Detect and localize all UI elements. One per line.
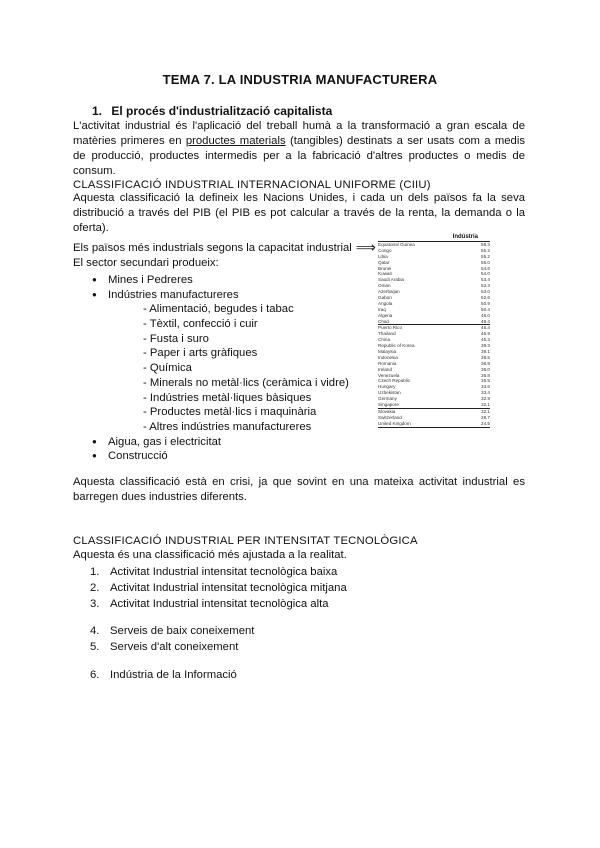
tech-item [90,623,254,639]
table-cell-value: 32.9 [481,396,490,402]
crisis-paragraph: Aquesta classificació està en crisi, ja que sovint en una mateixa activitat industrial es barregen dues industries diferents. [73,476,525,503]
table-cell-country: Republic of Korea [378,343,415,349]
table-cell-value: 36.0 [481,366,490,372]
table-cell-value: 55.2 [481,253,490,259]
table-cell-country: Equatorial Guinea [378,242,415,247]
tech-item-number: 5. [90,641,100,653]
sector-item-label: - Altres indústries manufactureres [143,420,312,433]
intro-text-before: L'activitat industrial és l'aplicació del treball humà a la transformació a gran escala de matèries primeres en [73,120,525,147]
tech-item-label: Indústria de la Informació [110,669,237,681]
table-cell-value: 55.2 [481,247,490,253]
tech-item-label: Serveis d'alt coneixement [110,641,239,653]
table-cell-country: Uzbekistan [378,390,401,396]
table-cell-value: 53.0 [481,289,490,295]
table-cell-country: Malaysia [378,349,397,355]
sector-item-label: - Fusta i suro [143,332,209,345]
sector-item [92,391,349,406]
table-row [378,408,490,415]
table-cell-value: 50.4 [481,306,490,312]
sector-item [92,420,349,435]
table-cell-value: 24.5 [481,420,490,426]
tech-list-information [90,667,237,683]
countries-line [73,240,376,256]
tech-item-number: 6. [90,669,100,681]
table-cell-value: 36.9 [481,360,490,366]
sector-line: El sector secundari produeix: [73,257,219,269]
table-cell-country: Congo [378,247,392,253]
tech-item-label: Activitat Industrial intensitat tecnològica mitjana [110,582,347,594]
table-cell-value: 33.6 [481,384,490,390]
table-cell-country: Romania [378,360,397,366]
tech-item-label: Activitat Industrial intensitat tecnològica alta [110,598,329,610]
table-cell-value: 45.9 [481,331,490,337]
sector-item [92,317,349,332]
sector-item-label: - Indústries metàl·liques bàsiques [143,391,312,404]
sector-list [92,273,349,464]
right-arrow-icon: ⟹ [355,239,376,255]
table-body [378,241,490,428]
table-cell-country: Gabon [378,295,392,301]
table-cell-value: 39.1 [481,349,490,355]
table-cell-country: United Kingdom [378,420,411,426]
sector-item [92,302,349,317]
section-number: 1. [92,104,103,118]
table-cell-country: Thailand [378,331,396,337]
table-cell-country: Hungary [378,384,396,390]
table-cell-value: 55.0 [481,259,490,265]
sector-item [92,332,349,347]
table-cell-value: 53.4 [481,277,490,283]
table-cell-value: 46.4 [481,325,490,331]
table-cell-country: Singapore [378,402,399,408]
table-cell-value: 28.7 [481,414,490,420]
table-cell-country: Azerbaijan [378,289,400,295]
sector-item [92,376,349,391]
table-cell-country: Qatar [378,259,390,265]
table-header: Indústria [452,234,478,240]
tech-item-number: 4. [90,625,100,637]
sector-item-label: Indústries manufactureres [108,288,239,301]
tech-item [90,580,347,596]
section-heading [92,104,332,118]
tech-item [90,667,237,683]
intro-text-after: (tangibles) destinats a ser usats com a medis de producció, productes intermedis per a la fabricació d'altres productes o medis de consum. [73,135,526,177]
sector-item-label: Aigua, gas i electricitat [108,435,222,448]
table-cell-value: 48.4 [481,318,490,324]
tech-item-label: Activitat Industrial intensitat tecnològica baixa [110,566,338,578]
sector-item-label: - Alimentació, begudes i tabac [143,303,294,316]
table-cell-value: 52.6 [481,295,490,301]
sector-item [92,361,349,376]
intro-paragraph [73,119,525,179]
sector-item-label: - Paper i arts gràfiques [143,347,258,360]
sector-item-label: Construcció [108,450,168,463]
table-cell-country: China [378,337,391,343]
table-cell-country: Kuwait [378,271,392,277]
table-row [378,421,490,427]
table-row [378,324,490,331]
table-cell-country: Venezuela [378,372,400,378]
table-cell-country: Ireland [378,366,393,372]
table-cell-value: 35.5 [481,378,490,384]
table-cell-value: 58.3 [481,242,490,247]
tech-list-services [90,623,254,655]
table-cell-country: Brunei [378,265,392,271]
table-cell-country: Czech Republic [378,378,411,384]
sector-item [92,405,349,420]
page-title: TEMA 7. LA INDUSTRIA MANUFACTURERA [162,72,438,87]
sector-item-label: Mines i Pedreres [108,274,193,286]
tech-item [90,564,347,580]
sector-item [92,288,349,303]
tech-item-label: Serveis de baix coneixement [110,625,255,637]
tech-item-number: 3. [90,598,100,610]
table-cell-value: 39.3 [481,343,490,349]
ciiu-paragraph: Aquesta classificació la defineix les Nacions Unides, i cada un dels països fa la seva distribució a través del PIB (el PIB es pot calcular a través de la renta, la demanda o la oferta). [73,192,525,234]
table-cell-value: 50.9 [481,300,490,306]
table-cell-country: Indonesia [378,354,398,360]
table-cell-value: 38.5 [481,354,490,360]
sector-item-label: - Productes metàl·lics i maquinària [143,406,317,419]
table-cell-country: Germany [378,396,397,402]
sector-item [92,273,349,288]
table-cell-value: 32.1 [481,402,490,408]
ciiu-heading: CLASSIFICACIÓ INDUSTRIAL INTERNACIONAL UNIFORME (CIIU) [73,179,431,191]
table-cell-country: Libia [378,253,388,259]
sector-item [92,435,349,450]
table-cell-country: Slovakia [378,408,396,414]
sector-item [92,346,349,361]
productes-materials-link[interactable]: productes materials [185,135,286,147]
tech-list-industry [90,564,347,612]
table-cell-value: 54.6 [481,265,490,271]
table-cell-country: Oman [378,283,391,289]
table-cell-value: 48.0 [481,312,490,318]
tech-item [90,639,254,655]
table-cell-value: 33.4 [481,390,490,396]
table-cell-country: Chad [378,318,389,324]
countries-text: Els països més industrials segons la capacitat industrial [73,242,352,254]
table-cell-country: Iraq [378,306,386,312]
sector-item-label: - Química [143,362,192,375]
table-cell-country: Puerto Rico [378,325,403,331]
table-cell-value: 35.8 [481,372,490,378]
table-cell-value: 53.3 [481,283,490,289]
table-cell-country: Switzerland [378,414,402,420]
tech-item-number: 1. [90,566,100,578]
table-cell-value: 32.1 [481,408,490,414]
sector-item [92,449,349,464]
table-cell-country: Angola [378,300,393,306]
table-cell-country: Saudi Arabia [378,277,405,283]
table-cell-value: 54.0 [481,271,490,277]
tech-intro: Aquesta és una classificació més ajustada a la realitat. [73,549,347,561]
industry-table [378,234,490,428]
tech-item-number: 2. [90,582,100,594]
table-cell-country: Algeria [378,312,393,318]
sector-item-label: - Minerals no metàl·lics (ceràmica i vidre) [143,376,349,389]
section-title: El procés d'industrialització capitalista [111,104,333,118]
tech-heading: CLASSIFICACIÓ INDUSTRIAL PER INTENSITAT TECNOLÒGICA [73,535,418,547]
tech-item [90,596,347,612]
sector-item-label: - Tèxtil, confecció i cuir [143,318,258,331]
table-cell-value: 45.3 [481,337,490,343]
